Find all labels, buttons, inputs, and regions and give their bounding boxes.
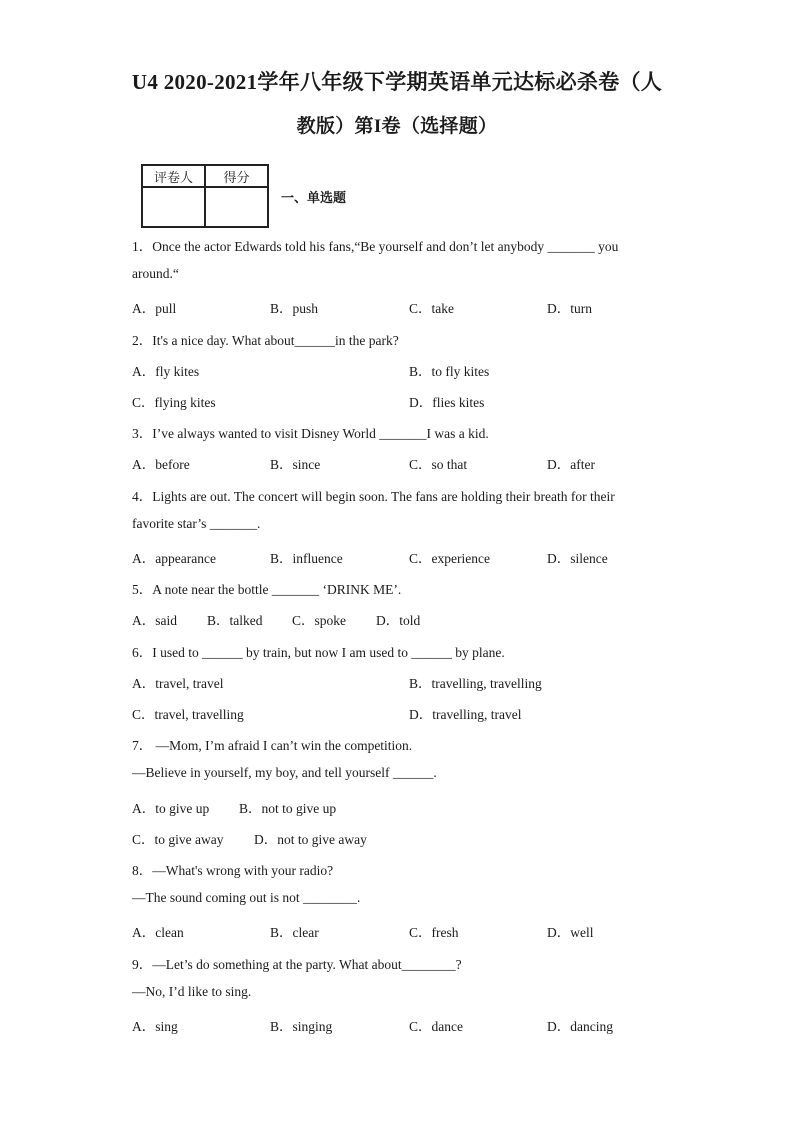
option-d[interactable]: D．silence	[547, 551, 608, 566]
option-d[interactable]: D．not to give away	[254, 832, 367, 847]
option-a[interactable]: A．before	[132, 457, 190, 472]
question-9-stem-cont: —No, I’d like to sing.	[132, 984, 252, 999]
question-3-stem: 3．I’ve always wanted to visit Disney World _______I was a kid.	[132, 426, 489, 441]
option-b[interactable]: B．singing	[270, 1019, 333, 1034]
option-c[interactable]: C．spoke	[292, 613, 346, 628]
score-table	[141, 164, 269, 228]
option-a[interactable]: A．travel, travel	[132, 676, 224, 691]
option-a[interactable]: A．sing	[132, 1019, 178, 1034]
section-title: 一、单选题	[281, 191, 347, 206]
option-a[interactable]: A．pull	[132, 301, 177, 316]
option-d[interactable]: D．told	[376, 613, 421, 628]
document-title-line-1: U4 2020-2021学年八年级下学期英语单元达标必杀卷（人	[131, 70, 663, 94]
option-c[interactable]: C．to give away	[132, 832, 224, 847]
question-2-stem: 2．It's a nice day. What about______in the park?	[132, 333, 399, 348]
question-1-stem-cont: around.“	[132, 266, 179, 281]
option-a[interactable]: A．to give up	[132, 801, 210, 816]
option-a[interactable]: A．clean	[132, 925, 184, 940]
option-c[interactable]: C．flying kites	[132, 395, 216, 410]
option-d[interactable]: D．travelling, travel	[409, 707, 522, 722]
option-d[interactable]: D．dancing	[547, 1019, 613, 1034]
document-title-line-2: 教版）第I卷（选择题）	[296, 116, 498, 137]
grader-header: 评卷人	[142, 165, 205, 187]
option-a[interactable]: A．fly kites	[132, 364, 200, 379]
option-d[interactable]: D．well	[547, 925, 594, 940]
option-a[interactable]: A．appearance	[132, 551, 216, 566]
option-a[interactable]: A．said	[132, 613, 177, 628]
option-b[interactable]: B．talked	[207, 613, 263, 628]
option-c[interactable]: C．experience	[409, 551, 490, 566]
question-7-stem: 7． —Mom, I’m afraid I can’t win the competition.	[132, 738, 413, 753]
question-8-stem: 8．—What's wrong with your radio?	[132, 863, 334, 878]
question-6-stem: 6．I used to ______ by train, but now I am used to ______ by plane.	[132, 645, 505, 660]
question-4-stem-cont: favorite star’s _______.	[132, 516, 261, 531]
score-header: 得分	[205, 165, 268, 187]
option-d[interactable]: D．after	[547, 457, 595, 472]
option-c[interactable]: C．dance	[409, 1019, 463, 1034]
option-b[interactable]: B．to fly kites	[409, 364, 490, 379]
option-d[interactable]: D．flies kites	[409, 395, 485, 410]
question-8-stem-cont: —The sound coming out is not ________.	[132, 890, 361, 905]
option-c[interactable]: C．fresh	[409, 925, 459, 940]
option-c[interactable]: C．take	[409, 301, 454, 316]
option-b[interactable]: B．travelling, travelling	[409, 676, 542, 691]
option-c[interactable]: C．so that	[409, 457, 468, 472]
grader-cell	[142, 187, 205, 227]
question-9-stem: 9．—Let’s do something at the party. What about________?	[132, 957, 462, 972]
option-d[interactable]: D．turn	[547, 301, 592, 316]
question-1-stem: 1．Once the actor Edwards told his fans,“Be yourself and don’t let anybody _______ you	[132, 239, 619, 254]
question-4-stem: 4．Lights are out. The concert will begin soon. The fans are holding their breath for their	[132, 489, 615, 504]
option-b[interactable]: B．push	[270, 301, 319, 316]
score-cell	[205, 187, 268, 227]
option-c[interactable]: C．travel, travelling	[132, 707, 244, 722]
question-7-stem-cont: —Believe in yourself, my boy, and tell yourself ______.	[132, 765, 437, 780]
question-5-stem: 5．A note near the bottle _______ ‘DRINK ME’.	[132, 582, 402, 597]
option-b[interactable]: B．clear	[270, 925, 319, 940]
option-b[interactable]: B．since	[270, 457, 321, 472]
option-b[interactable]: B．influence	[270, 551, 343, 566]
option-b[interactable]: B．not to give up	[239, 801, 337, 816]
